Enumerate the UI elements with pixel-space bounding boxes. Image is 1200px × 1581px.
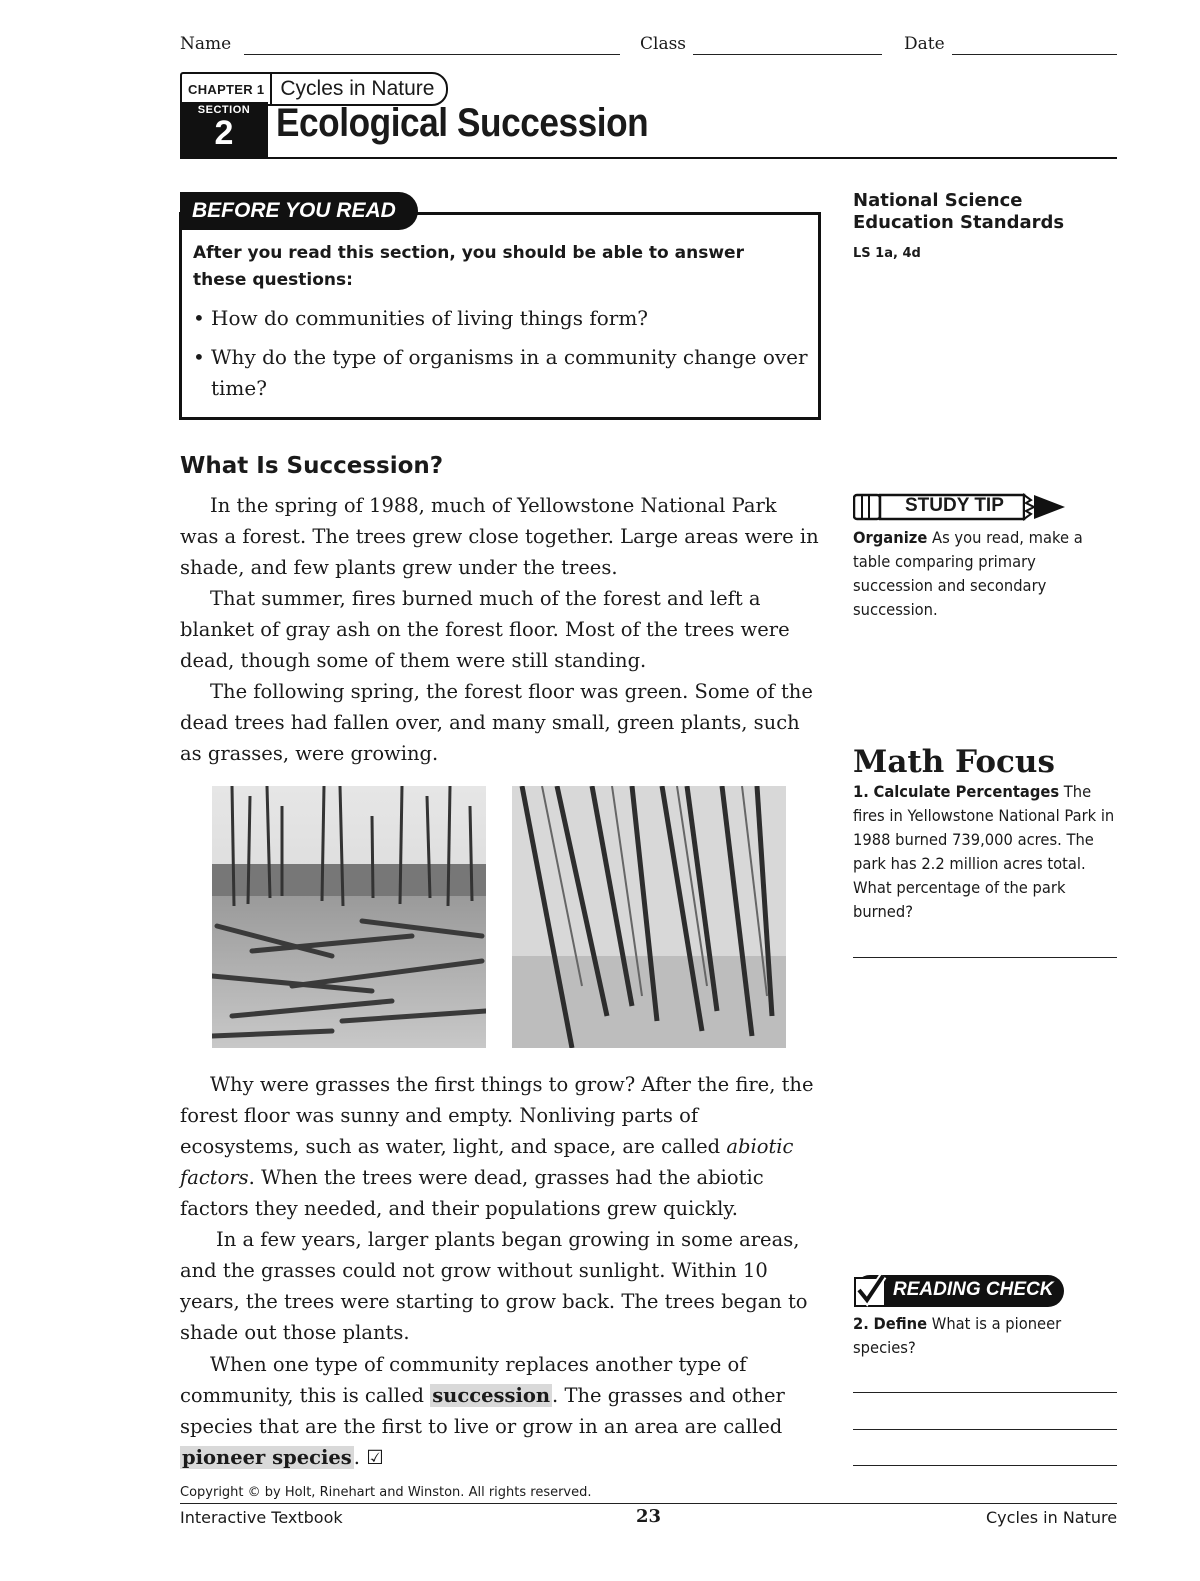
study-tip-text xyxy=(853,526,1101,622)
footer-chapter-title: Cycles in Nature xyxy=(986,1508,1118,1527)
section-heading: What Is Succession? xyxy=(180,453,444,479)
bullet-icon: • xyxy=(193,345,205,369)
copyright: Copyright © by Holt, Rinehart and Winston. All rights reserved. xyxy=(180,1485,592,1500)
study-tip-body: As you read, make a table comparing primary succession and secondary succession. xyxy=(853,528,1083,619)
burned-forest-photo xyxy=(212,786,486,1048)
reading-check-tab xyxy=(853,1274,1067,1312)
reading-check-label: READING CHECK xyxy=(893,1279,1054,1300)
regrowing-forest-photo xyxy=(512,786,786,1048)
paragraph: Why were grasses the first things to grow? After the fire, the forest floor was sunny and empty. Nonliving parts of ecosystems, such as water, light, and space, are called abiotic factors. When the trees were dead, grasses had the abiotic factors they needed, and their populations grew quickly. xyxy=(180,1073,814,1220)
chapter-title: Cycles in Nature xyxy=(280,77,435,100)
reading-answer-line[interactable] xyxy=(853,1392,1117,1393)
reading-answer-line[interactable] xyxy=(853,1465,1117,1466)
paragraph: The following spring, the forest floor was green. Some of the dead trees had fallen over, and many small, green plants, such as grasses, were growing. xyxy=(180,680,813,765)
standards-codes: LS 1a, 4d xyxy=(853,246,921,261)
question-text: Why do the type of organisms in a community change over time? xyxy=(211,345,808,400)
reading-check-number: 2. xyxy=(853,1314,869,1333)
name-field-line[interactable] xyxy=(244,54,620,55)
reading-check-keyword: Define xyxy=(873,1314,928,1333)
paragraph: In a few years, larger plants began growing in some areas, and the grasses could not grow without sunlight. Within 10 years, the trees were starting to grow back. The trees began to shade out those plants. xyxy=(180,1228,808,1344)
before-you-read-intro: After you read this section, you should be able to answer these questions: xyxy=(193,243,744,290)
footer-book-title: Interactive Textbook xyxy=(180,1508,343,1527)
math-focus-text xyxy=(853,780,1115,924)
question-item xyxy=(193,303,808,334)
reading-check-mark-icon: ☑ xyxy=(366,1446,384,1469)
math-focus-title: Math Focus xyxy=(853,744,1055,780)
math-focus-body: The fires in Yellowstone National Park in 1988 burned 739,000 acres. The park has 2.2 million acres total. What percentage of the park burned? xyxy=(853,782,1115,921)
question-text: How do communities of living things form? xyxy=(211,306,649,330)
math-answer-line[interactable] xyxy=(853,957,1117,958)
section-title: Ecological Succession xyxy=(276,101,649,145)
section-rule xyxy=(180,157,1117,159)
standards-title: National Science Education Standards xyxy=(853,190,1065,233)
date-label: Date xyxy=(904,34,945,54)
study-tip-keyword: Organize xyxy=(853,528,928,547)
study-tip-label: STUDY TIP xyxy=(905,495,1004,516)
math-focus-number: 1. xyxy=(853,782,869,801)
paragraph: When one type of community replaces another type of community, this is called succession . The grasses and other species that are the first to live or grow in an area are called pioneer species . ☑ xyxy=(180,1353,785,1469)
before-you-read-tab: BEFORE YOU READ xyxy=(180,192,418,230)
footer-rule xyxy=(180,1503,1117,1504)
bullet-icon: • xyxy=(193,306,205,330)
date-field-line[interactable] xyxy=(952,54,1117,55)
vocab-term: pioneer species xyxy=(182,1446,352,1469)
paragraph: In the spring of 1988, much of Yellowstone National Park was a forest. The trees grew close together. Large areas were in shade, and few plants grew under the trees. xyxy=(180,494,819,579)
key-term: abiotic factors xyxy=(180,1135,794,1189)
paragraph: That summer, fires burned much of the forest and left a blanket of gray ash on the forest floor. Most of the trees were dead, though some of them were still standing. xyxy=(180,587,790,672)
math-focus-keyword: Calculate Percentages xyxy=(873,782,1060,801)
reading-answer-line[interactable] xyxy=(853,1429,1117,1430)
study-tip-tab xyxy=(853,492,1067,526)
section-word: SECTION xyxy=(197,104,251,116)
reading-check-body: What is a pioneer species? xyxy=(853,1314,1062,1357)
class-field-line[interactable] xyxy=(693,54,882,55)
section-number: 2 xyxy=(214,114,234,152)
name-label: Name xyxy=(180,34,232,54)
page-number: 23 xyxy=(636,1506,662,1527)
reading-check-text xyxy=(853,1312,1115,1360)
chapter-label: CHAPTER 1 xyxy=(182,74,272,104)
section-block xyxy=(180,102,268,158)
vocab-term: succession xyxy=(432,1384,551,1407)
question-item xyxy=(193,342,821,404)
class-label: Class xyxy=(640,34,687,54)
